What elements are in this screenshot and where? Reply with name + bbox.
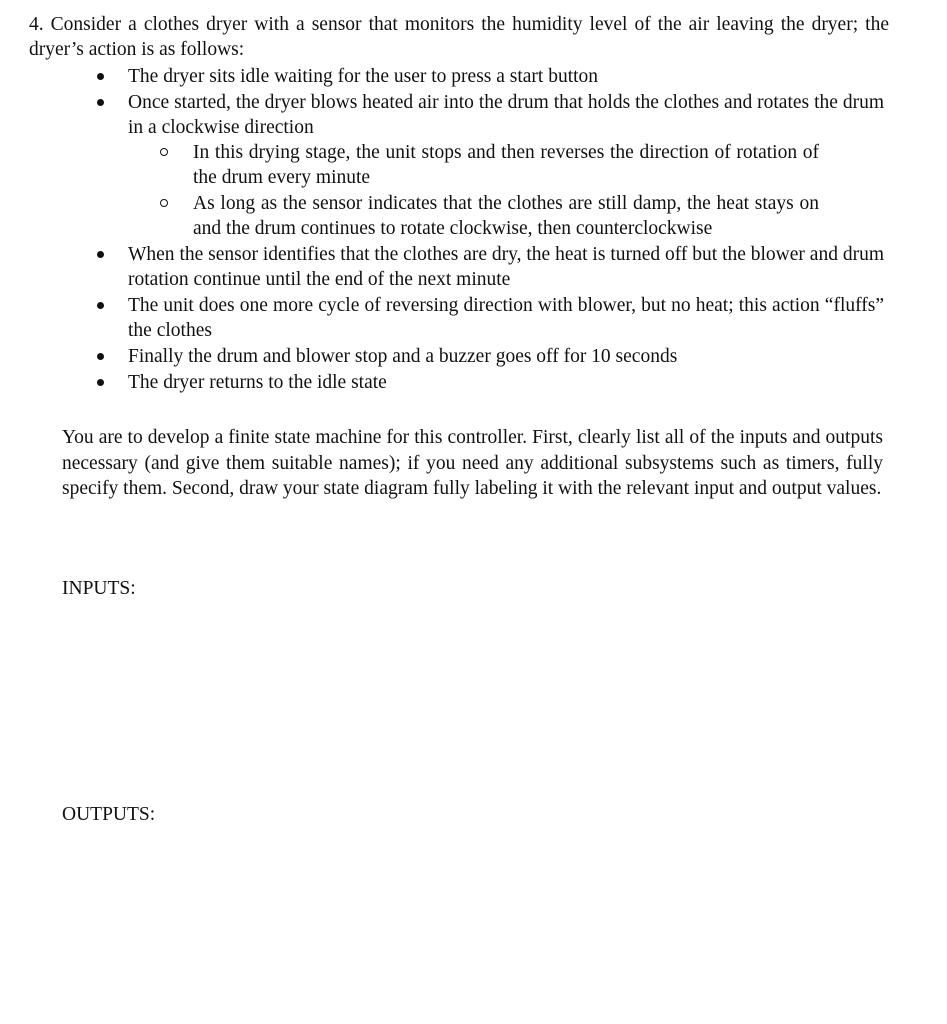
list-item-text: Finally the drum and blower stop and a buzzer goes off for 10 seconds xyxy=(128,346,678,367)
bullet-icon xyxy=(97,99,104,106)
question-intro: 4. Consider a clothes dryer with a sensor that monitors the humidity level of the air leaving the dryer; the dryer’s action is as follows: xyxy=(29,14,889,60)
bullet-icon xyxy=(97,251,104,258)
list-item-text: The unit does one more cycle of reversing direction with blower, but no heat; this action “fluffs” the clothes xyxy=(128,295,884,341)
bullet-icon xyxy=(97,73,104,80)
circle-bullet-icon xyxy=(160,148,168,156)
list-item-text: The dryer returns to the idle state xyxy=(128,372,387,393)
bullet-icon xyxy=(97,353,104,360)
outputs-heading: OUTPUTS: xyxy=(62,804,156,825)
bullet-icon xyxy=(97,379,104,386)
list-item xyxy=(0,242,884,292)
bullet-icon xyxy=(97,302,104,309)
list-item xyxy=(0,344,884,369)
sublist xyxy=(128,140,884,241)
list-item-text: When the sensor identifies that the clothes are dry, the heat is turned off but the blower and drum rotation continue until the end of the next minute xyxy=(128,244,884,290)
list-item-text: The dryer sits idle waiting for the user to press a start button xyxy=(128,66,599,87)
list-item xyxy=(0,64,884,89)
sublist-item xyxy=(128,140,819,190)
list-item xyxy=(0,90,884,241)
list-item xyxy=(0,293,884,343)
list-item-text: Once started, the dryer blows heated air into the drum that holds the clothes and rotates the drum in a clockwise direction xyxy=(128,92,884,138)
sublist-item-text: In this drying stage, the unit stops and then reverses the direction of rotation of the drum every minute xyxy=(193,142,819,188)
inputs-heading: INPUTS: xyxy=(62,578,136,599)
sublist-item-text: As long as the sensor indicates that the clothes are still damp, the heat stays on and the drum continues to rotate clockwise, then counterclockwise xyxy=(193,193,819,239)
task-instructions: You are to develop a finite state machine for this controller. First, clearly list all of the inputs and outputs necessary (and give them suitable names); if you need any additional subsystems such as timers, fully specify them. Second, draw your state diagram fully labeling it with the relevant input and output values. xyxy=(62,427,883,499)
requirements-list xyxy=(0,64,947,396)
circle-bullet-icon xyxy=(160,199,168,207)
list-item xyxy=(0,370,884,395)
sublist-item xyxy=(128,191,819,241)
